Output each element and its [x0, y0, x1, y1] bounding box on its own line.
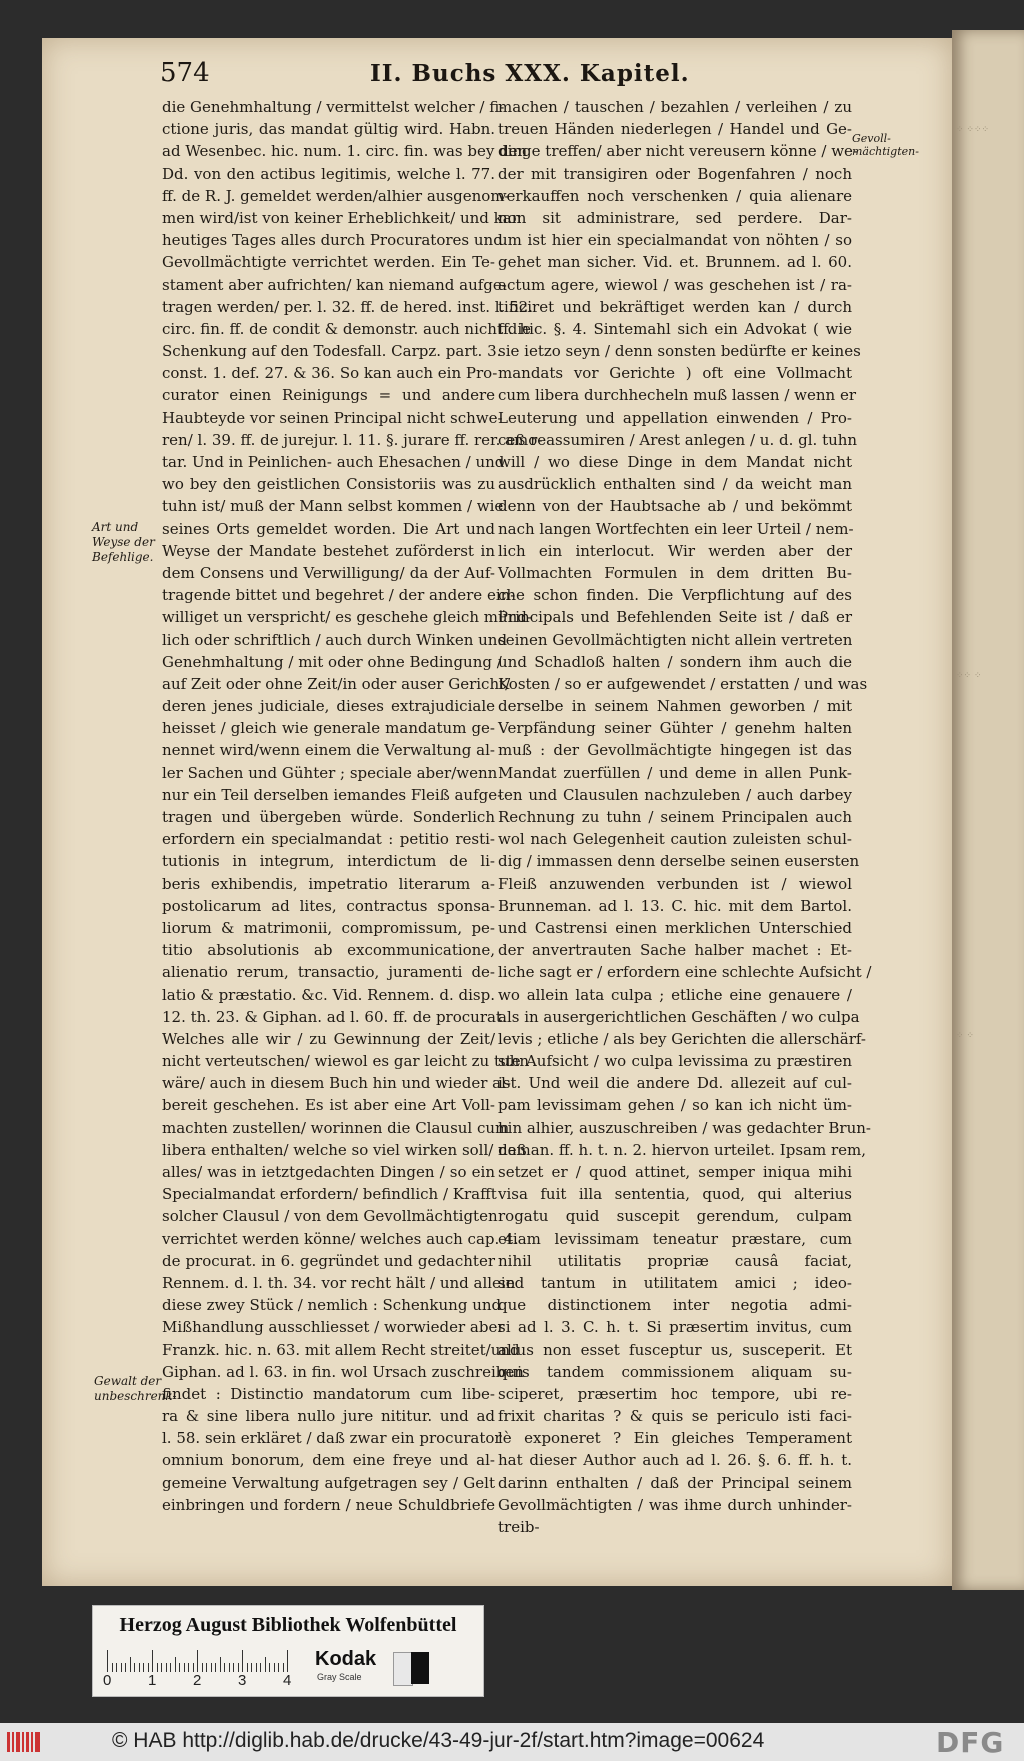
- marginal-note-line: Weyse der: [92, 535, 155, 549]
- text-line: ten und Clausulen nachzuleben / auch darbey: [498, 785, 852, 804]
- text-line: gehet man sicher. Vid. et. Brunnem. ad l. 60.: [498, 253, 852, 272]
- text-line: derselbe in seinem Nahmen geworben / mit: [498, 697, 852, 716]
- ruler-tick: [143, 1663, 144, 1672]
- ruler-tick: [121, 1663, 122, 1672]
- ruler-tick: [274, 1663, 275, 1672]
- text-line: Dd. von den actibus legitimis, welche l. 77.: [162, 164, 495, 183]
- text-line: Leuterung und appellation einwenden / Pro-: [498, 408, 852, 427]
- ruler-tick: [242, 1650, 243, 1672]
- text-line: Gevollmächtigten / was ihme durch unhinder-: [498, 1495, 852, 1514]
- ruler-tick: [112, 1663, 113, 1672]
- text-line: treib-: [498, 1518, 540, 1536]
- marginal-note-line: Befehlige.: [92, 550, 154, 564]
- ruler-tick: [215, 1663, 216, 1672]
- text-line: neman. ff. h. t. n. 2. hiervon urteilet. Ipsam rem,: [498, 1140, 867, 1159]
- ruler-tick: [283, 1663, 284, 1672]
- scale-ruler: [107, 1648, 297, 1672]
- text-line: men wird/ist von keiner Erheblichkeit/ und kan: [162, 208, 522, 227]
- ruler-label: 2: [193, 1672, 202, 1689]
- text-line: nennet wird/wenn einem die Verwaltung al-: [162, 741, 495, 760]
- text-line: bereit geschehen. Es ist aber eine Art Voll-: [162, 1096, 495, 1115]
- footer-bar: [0, 1723, 1024, 1761]
- text-line: Rennem. d. l. th. 34. vor recht hält / und allein: [162, 1273, 516, 1292]
- gray-scale-label: Gray Scale: [317, 1672, 362, 1682]
- text-line: williget un verspricht/ es geschehe gleich münd-: [162, 608, 532, 627]
- text-line: frixit charitas ? & quis se periculo isti faci-: [498, 1407, 852, 1426]
- text-line: rogatu quid suscepit gerendum, culpam: [498, 1207, 852, 1226]
- ruler-tick: [265, 1657, 266, 1672]
- text-line: Kosten / so er aufgewendet / erstatten / und was: [498, 674, 868, 693]
- text-line: Giphan. ad l. 63. in fin. wol Ursach zuschreiben: [162, 1362, 524, 1381]
- text-line: Verpfändung seiner Gühter / genehm halten: [498, 719, 852, 738]
- text-line: machen / tauschen / bezahlen / verleihen / zu: [498, 98, 852, 116]
- text-line: tragen werden/ per. l. 32. ff. de hered. inst. l. 52.: [162, 297, 533, 316]
- facing-page-bleed-text: ⁘⁘ ⁘: [956, 671, 982, 681]
- text-line: actum agere, wiewol / was geschehen ist / ra-: [498, 275, 852, 294]
- text-line: nur ein Teil derselben iemandes Fleiß aufge-: [162, 785, 503, 804]
- library-name: Herzog August Bibliothek Wolfenbüttel: [119, 1614, 457, 1636]
- text-line: lè exponeret ? Ein gleiches Temperament: [498, 1429, 852, 1448]
- calibration-card: [92, 1605, 484, 1697]
- text-line: gemeine Verwaltung aufgetragen sey / Gelt: [162, 1473, 495, 1492]
- ruler-tick: [139, 1663, 140, 1672]
- text-line: seines Orts gemeldet worden. Die Art und: [162, 519, 495, 538]
- text-line: latio & præstatio. &c. Vid. Rennem. d. disp.: [162, 985, 495, 1004]
- gray-swatch-dark: [411, 1652, 429, 1684]
- text-line: verrichtet werden könne/ welches auch cap. 4.: [162, 1229, 519, 1248]
- text-line: ceß reassumiren / Arest anlegen / u. d. gl. tuhn: [498, 430, 858, 449]
- ruler-tick: [287, 1650, 288, 1672]
- kodak-logo: Kodak: [315, 1648, 377, 1670]
- ruler-tick: [175, 1657, 176, 1672]
- text-line: wäre/ auch in diesem Buch hin und wieder al-: [162, 1074, 511, 1093]
- dfg-logo: DFG: [936, 1726, 1005, 1759]
- text-line: alles/ was in ietztgedachten Dingen / so ein: [162, 1163, 495, 1181]
- text-line: omnium bonorum, dem eine freye und al-: [162, 1451, 495, 1470]
- ruler-tick: [206, 1663, 207, 1672]
- ruler-tick: [251, 1663, 252, 1672]
- ruler-tick: [229, 1663, 230, 1672]
- text-line: Genehmhaltung / mit oder ohne Bedingung /: [162, 652, 502, 671]
- ruler-tick: [224, 1663, 225, 1672]
- text-line: circ. fin. ff. de condit & demonstr. auch nicht die: [162, 319, 532, 338]
- text-line: Specialmandat erfordern/ befindlich / Krafft: [162, 1185, 497, 1204]
- text-line: setzet er / quod attinet, semper iniqua mihi: [498, 1163, 852, 1181]
- ruler-label: 1: [148, 1672, 157, 1689]
- ruler-tick: [211, 1663, 212, 1672]
- facing-page-bleed-text: ⁘ ⁘: [956, 1031, 974, 1041]
- text-line: ste Aufsicht / wo culpa levissima zu præstiren: [498, 1052, 852, 1071]
- marginal-note-line: Gewalt der: [94, 1374, 162, 1388]
- text-line: Haubteyde vor seinen Principal nicht schwe-: [162, 408, 503, 427]
- text-line: hin alhier, auszuschreiben / was gedachter Brun-: [498, 1118, 871, 1137]
- text-line: si ad l. 3. C. h. t. Si præsertim invitus, cum: [498, 1318, 852, 1337]
- text-line: liorum & matrimonii, compromissum, pe-: [162, 918, 495, 937]
- ruler-tick: [116, 1663, 117, 1672]
- text-line: wo bey den geistlichen Consistoriis was zu: [162, 475, 495, 494]
- text-line: dig / immassen denn derselbe seinen eusersten: [498, 852, 860, 871]
- text-line: quis tandem commissionem aliquam su-: [498, 1362, 852, 1381]
- text-line: tragende bittet und begehret / der andere ein-: [162, 586, 516, 605]
- text-line: wo allein lata culpa ; etliche eine genauere /: [498, 985, 852, 1004]
- text-line: visa fuit illa sententia, quod, qui alterius: [498, 1185, 852, 1204]
- text-line: tar. Und in Peinlichen- auch Ehesachen / und: [162, 453, 505, 471]
- text-line: Vollmachten Formulen in dem dritten Bu-: [498, 563, 852, 582]
- text-line: lich oder schriftlich / auch durch Winken und: [162, 630, 508, 649]
- text-line: die Genehmhaltung / vermittelst welcher / fi-: [162, 98, 505, 116]
- ruler-tick: [197, 1650, 198, 1672]
- facing-page-edge: [952, 30, 1024, 1590]
- text-line: tificiret und bekräftiget werden kan / durch: [498, 297, 852, 316]
- text-line: Fleiß anzuwenden verbunden ist / wiewol: [498, 874, 852, 893]
- text-line: que distinctionem inter negotia admi-: [498, 1296, 852, 1315]
- ruler-tick: [184, 1663, 185, 1672]
- ruler-tick: [233, 1663, 234, 1672]
- text-line: levis ; etliche / als bey Gerichten die allerschärf-: [498, 1029, 866, 1048]
- ruler-tick: [247, 1663, 248, 1672]
- text-line: const. 1. def. 27. & 36. So kan auch ein Pro-: [162, 364, 498, 383]
- ruler-tick: [170, 1663, 171, 1672]
- text-line: ad Wesenbec. hic. num. 1. circ. fin. was bey den: [162, 142, 528, 161]
- text-line: ff. de R. J. gemeldet werden/alhier ausgenom-: [162, 186, 510, 205]
- text-line: findet : Distinctio mandatorum cum libe-: [162, 1384, 495, 1403]
- text-line: libera enthalten/ welche so viel wirken soll/ daß: [162, 1140, 527, 1159]
- text-line: verkauffen noch verschenken / quia alienare: [498, 186, 852, 205]
- text-line: liche sagt er / erfordern eine schlechte Aufsicht /: [498, 963, 872, 982]
- text-line: diese zwey Stück / nemlich : Schenkung und: [162, 1296, 502, 1315]
- text-line: als in ausergerichtlichen Geschäften / wo culpa: [498, 1007, 860, 1026]
- marginal-note-gewalt: [94, 1374, 177, 1404]
- marginal-note-line: Gevoll-: [852, 132, 891, 145]
- text-line: postolicarum ad lites, contractus sponsa-: [162, 896, 495, 915]
- text-line: nihil utilitatis propriæ causâ faciat,: [498, 1251, 852, 1270]
- text-line: Franzk. hic. n. 63. mit allem Recht streitet/und: [162, 1340, 520, 1359]
- text-line: Gevollmächtigte verrichtet werden. Ein Te-: [162, 253, 495, 272]
- ruler-tick: [202, 1663, 203, 1672]
- source-link[interactable]: © HAB http://diglib.hab.de/drucke/43-49-jur-2f/start.htm?image=00624: [112, 1729, 765, 1752]
- barcode-icon: [6, 1731, 42, 1753]
- chapter-title: II. Buchs XXX. Kapitel.: [370, 60, 690, 87]
- text-line: nach langen Wortfechten ein leer Urteil / nem-: [498, 519, 854, 538]
- text-line: curator einen Reinigungs = und andere: [162, 386, 495, 405]
- text-line: che schon finden. Die Verpflichtung auf des: [498, 586, 852, 605]
- ruler-tick: [179, 1663, 180, 1672]
- text-line: solcher Clausul / von dem Gevollmächtigten: [162, 1207, 498, 1226]
- gray-swatch-light: [393, 1652, 413, 1686]
- text-line: um ist hier ein specialmandat von nöhten / so: [498, 231, 852, 250]
- text-line: cum libera durchhecheln muß lassen / wenn er: [498, 386, 856, 405]
- text-line: ff. hic. §. 4. Sintemahl sich ein Advokat ( wie: [498, 319, 852, 338]
- text-line: ra & sine libera nullo jure nititur. und ad: [162, 1407, 495, 1426]
- marginal-note-line: unbeschrenk-: [94, 1389, 177, 1403]
- text-line: seinen Gevollmächtigten nicht allein vertreten: [498, 630, 853, 649]
- text-line: Mandat zuerfüllen / und deme in allen Punk-: [498, 763, 852, 782]
- text-line: heisset / gleich wie generale mandatum ge-: [162, 719, 495, 738]
- text-line: sie ietzo seyn / denn sonsten bedürfte er keines: [498, 342, 861, 361]
- running-head: [160, 58, 880, 88]
- ruler-label: 4: [283, 1672, 292, 1689]
- text-line: der anvertrauten Sache halber machet : Et-: [498, 941, 852, 960]
- text-line: treuen Händen niederlegen / Handel und Ge-: [498, 120, 852, 139]
- ruler-label: 3: [238, 1672, 247, 1689]
- text-line: dem Consens und Verwilligung/ da der Auf-: [162, 563, 495, 582]
- text-line: dinge treffen/ aber nicht vereusern könne / we-: [498, 142, 858, 161]
- text-line: ren/ l. 39. ff. de jurejur. l. 11. §. jurare ff. rer. amo-: [162, 430, 543, 449]
- marginal-note-right: [852, 132, 924, 158]
- ruler-tick: [152, 1650, 153, 1672]
- ruler-tick: [157, 1663, 158, 1672]
- text-line: wol nach Gelegenheit caution zuleisten schul-: [498, 830, 852, 849]
- text-line: auf Zeit oder ohne Zeit/in oder auser Gericht/: [162, 674, 511, 693]
- text-line: tragen und übergeben würde. Sonderlich: [162, 808, 495, 826]
- text-line: lich ein interlocut. Wir werden aber der: [498, 541, 852, 560]
- text-line: mandats vor Gerichte ) oft eine Vollmacht: [498, 364, 852, 383]
- marginal-note-line: mächtigten-: [852, 145, 919, 158]
- text-line: ausdrücklich enthalten sind / da weicht man: [498, 475, 852, 494]
- text-line: Weyse der Mandate bestehet zuförderst in: [162, 541, 495, 560]
- text-line: ist. Und weil die andere Dd. allezeit auf cul-: [498, 1074, 852, 1093]
- text-line: alius non esset fusceptur us, susceperit. Et: [498, 1340, 852, 1359]
- ruler-tick: [107, 1650, 108, 1672]
- text-line: de procurat. in 6. gegründet und gedachter: [162, 1251, 495, 1270]
- ruler-tick: [238, 1663, 239, 1672]
- text-line: Mißhandlung ausschliesset / worwieder aber: [162, 1318, 505, 1337]
- ruler-tick: [260, 1663, 261, 1672]
- text-line: titio absolutionis ab excommunicatione,: [162, 941, 495, 960]
- text-line: will / wo diese Dinge in dem Mandat nicht: [498, 453, 852, 471]
- ruler-tick: [166, 1663, 167, 1672]
- text-line: tuhn ist/ muß der Mann selbst kommen / wie: [162, 497, 504, 516]
- ruler-tick: [148, 1663, 149, 1672]
- text-line: Principals und Befehlenden Seite ist / daß er: [498, 608, 852, 627]
- text-line: nicht verteutschen/ wiewol es gar leicht zu tuhn: [162, 1052, 529, 1071]
- text-line: stament aber aufrichten/ kan niemand aufge-: [162, 275, 507, 294]
- text-line: hat dieser Author auch ad l. 26. §. 6. ff. h. t.: [498, 1451, 852, 1470]
- ruler-tick: [130, 1657, 131, 1672]
- ruler-tick: [125, 1663, 126, 1672]
- text-line: machten zustellen/ worinnen die Clausul cum: [162, 1118, 510, 1137]
- ruler-tick: [278, 1663, 279, 1672]
- text-line: Rechnung zu tuhn / seinem Principalen auch: [498, 808, 852, 826]
- left-text-column: [162, 96, 543, 1516]
- marginal-note-art: [92, 520, 164, 565]
- text-line: der mit transigiren oder Bogenfahren / noch: [498, 164, 852, 183]
- text-line: muß : der Gevollmächtigte hingegen ist das: [498, 741, 852, 760]
- text-line: non sit administrare, sed perdere. Dar-: [498, 208, 852, 227]
- text-line: Brunneman. ad l. 13. C. hic. mit dem Bartol.: [498, 896, 852, 915]
- ruler-tick: [220, 1657, 221, 1672]
- text-line: ler Sachen und Gühter ; speciale aber/wenn: [162, 763, 498, 782]
- text-line: sed tantum in utilitatem amici ; ideo-: [498, 1273, 852, 1292]
- ruler-tick: [134, 1663, 135, 1672]
- text-line: einbringen und fordern / neue Schuldbriefe: [162, 1495, 495, 1514]
- text-line: l. 58. sein erkläret / daß zwar ein procurator: [162, 1429, 502, 1448]
- ruler-tick: [269, 1663, 270, 1672]
- text-line: Schenkung auf den Todesfall. Carpz. part. 3.: [162, 342, 502, 361]
- text-line: Welches alle wir / zu Gewinnung der Zeit/: [162, 1029, 495, 1048]
- ruler-label: 0: [103, 1672, 112, 1689]
- text-line: denn von der Haubtsache ab / und bekömmt: [498, 497, 852, 516]
- text-line: 12. th. 23. & Giphan. ad l. 60. ff. de procurat.: [162, 1007, 507, 1026]
- right-text-column: [498, 96, 872, 1538]
- text-line: und Castrensi einen merklichen Unterschied: [498, 918, 852, 937]
- ruler-tick: [256, 1663, 257, 1672]
- facing-page-bleed-text: ⁘ ⁘⁘⁘: [956, 125, 990, 135]
- marginal-note-line: Art und: [92, 520, 139, 534]
- text-line: darinn enthalten / daß der Principal seinem: [498, 1473, 852, 1492]
- ruler-labels: [103, 1672, 313, 1692]
- text-line: pam levissimam gehen / so kan ich nicht üm-: [498, 1096, 852, 1115]
- text-line: sciperet, præsertim hoc tempore, ubi re-: [498, 1384, 852, 1403]
- text-line: tutionis in integrum, interdictum de li-: [162, 852, 495, 871]
- ruler-tick: [193, 1663, 194, 1672]
- text-line: beris exhibendis, impetratio literarum a-: [162, 874, 495, 893]
- text-line: erfordern ein specialmandat : petitio resti-: [162, 830, 495, 849]
- text-line: ctione juris, das mandat gültig wird. Habn.: [162, 120, 495, 139]
- text-line: etiam levissimam teneatur præstare, cum: [498, 1229, 852, 1248]
- text-line: alienatio rerum, transactio, juramenti de-: [162, 963, 495, 982]
- ruler-tick: [161, 1663, 162, 1672]
- text-line: heutiges Tages alles durch Procuratores und: [162, 231, 503, 250]
- text-line: deren jenes judiciale, dieses extrajudiciale: [162, 697, 495, 716]
- ruler-tick: [188, 1663, 189, 1672]
- page-number: 574: [160, 58, 210, 88]
- text-line: und Schadloß halten / sondern ihm auch die: [498, 652, 852, 671]
